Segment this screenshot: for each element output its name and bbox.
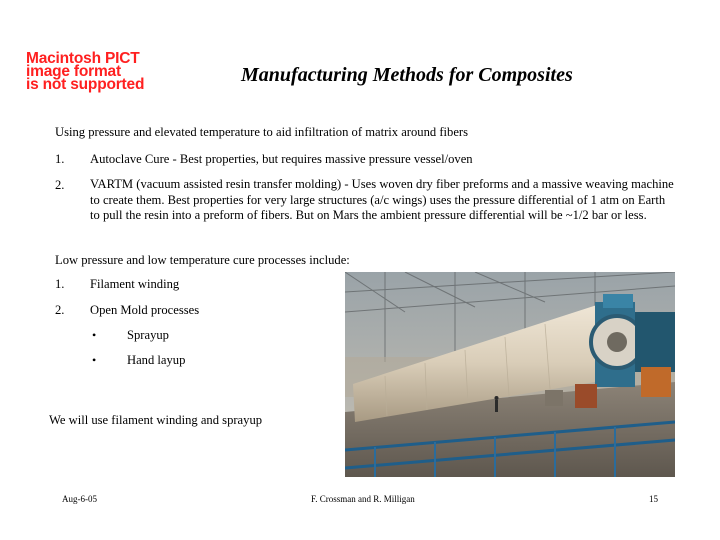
slide-title: Manufacturing Methods for Composites: [241, 64, 573, 86]
footer-date: Aug-6-05: [62, 494, 97, 504]
tower-photo-illustration: [345, 272, 675, 477]
item-number: 2.: [55, 178, 65, 192]
hand-layup-item: Hand layup: [127, 353, 186, 367]
intro-text: Using pressure and elevated temperature to aid infiltration of matrix around fibers: [55, 125, 469, 139]
placeholder-line-1: Macintosh PICT: [26, 50, 140, 67]
bullet-icon: •: [92, 328, 97, 342]
unsupported-image-placeholder: [26, 52, 186, 91]
vartm-item: VARTM (vacuum assisted resin transfer molding) - Uses woven dry fiber preforms and a massive weaving machine to create them. Best properties for very large structures (a/c wings) uses the pressure differential of 1 atm on Earth to pull the resin into a preform of fibers. But on Mars the ambient pressure differential will be ~1/2 bar or less.: [90, 177, 674, 223]
sprayup-item: Sprayup: [127, 328, 169, 342]
item-number: 2.: [55, 303, 65, 317]
low-pressure-heading: Low pressure and low temperature cure processes include:: [55, 253, 350, 267]
filament-winding-item: Filament winding: [90, 277, 180, 291]
autoclave-item: Autoclave Cure - Best properties, but requires massive pressure vessel/oven: [90, 152, 473, 166]
open-mold-item: Open Mold processes: [90, 303, 200, 317]
footer-page-number: 15: [649, 494, 658, 504]
conclusion-text: We will use filament winding and sprayup: [49, 413, 263, 427]
factory-photo: [345, 272, 675, 477]
item-number: 1.: [55, 277, 65, 291]
footer-authors: F. Crossman and R. Milligan: [311, 494, 415, 504]
placeholder-line-2: image format: [26, 63, 121, 80]
placeholder-line-3: is not supported: [26, 76, 145, 93]
item-number: 1.: [55, 152, 65, 166]
bullet-icon: •: [92, 353, 97, 367]
